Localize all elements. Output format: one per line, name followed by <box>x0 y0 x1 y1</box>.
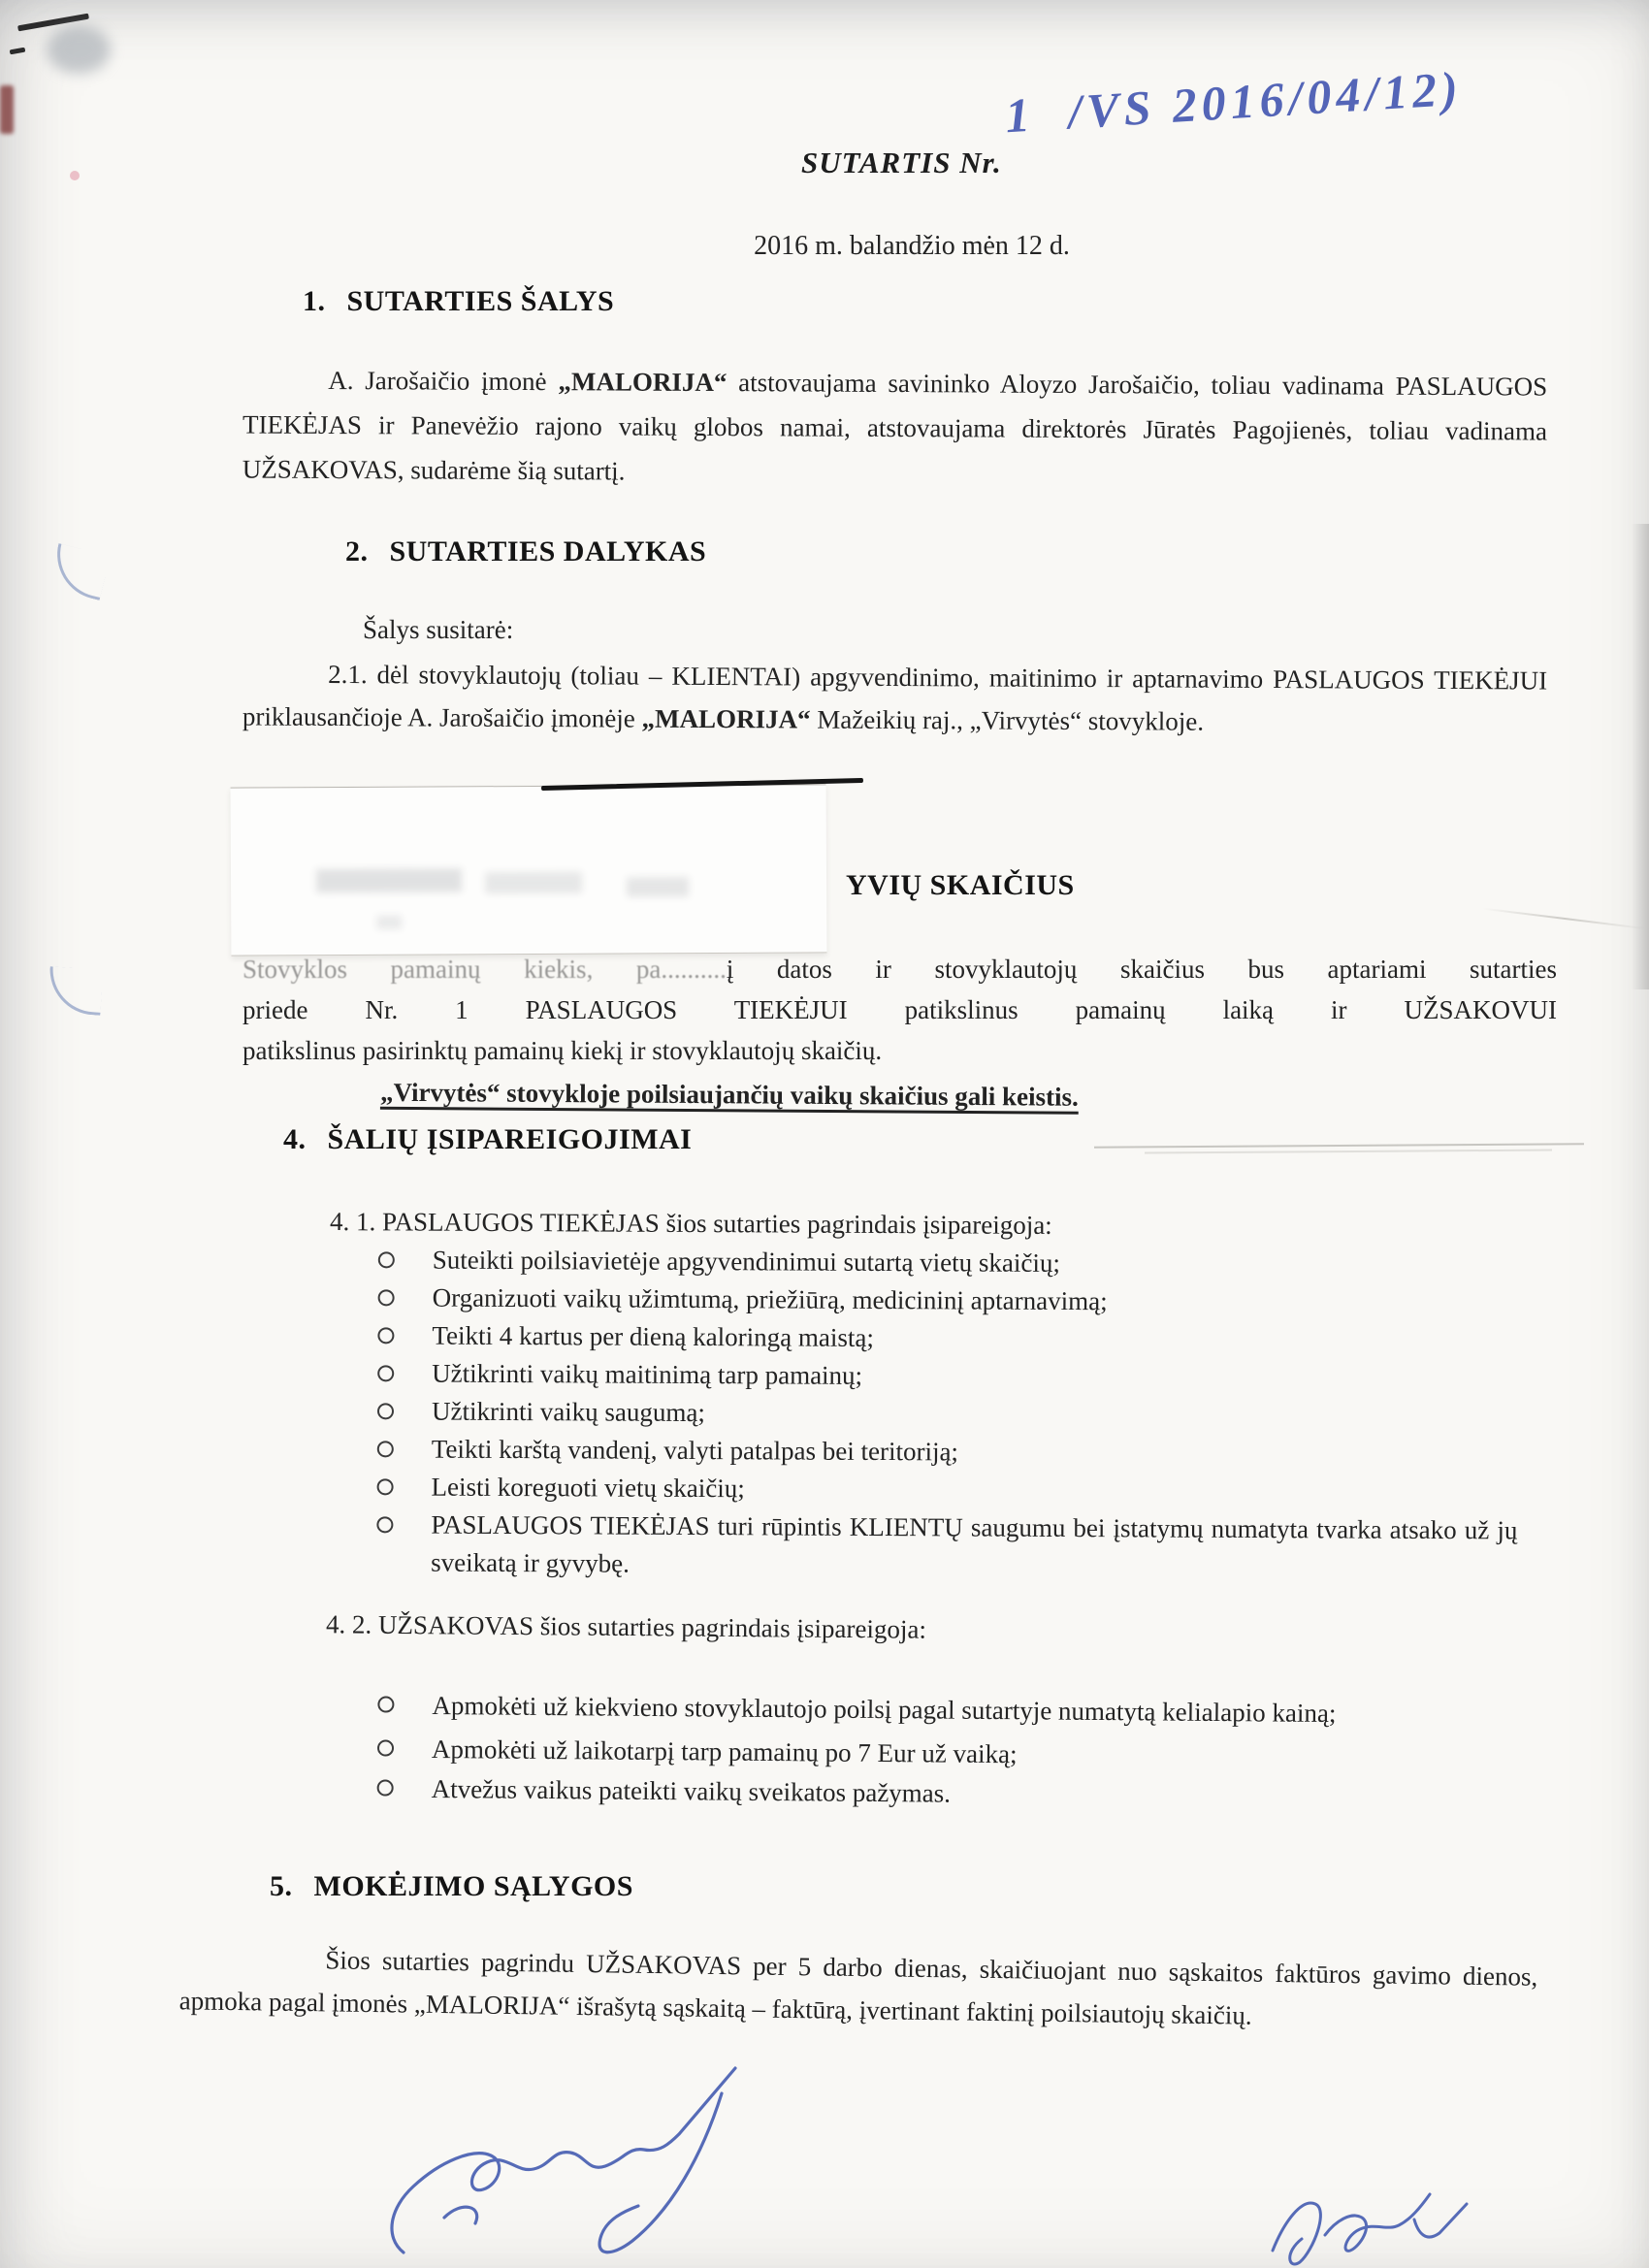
bullet-icon <box>377 1365 394 1381</box>
scan-artifact-dot <box>10 48 26 55</box>
ghost-text-smudge <box>376 916 402 929</box>
clause-4-2-intro: 4. 2. UŽSAKOVAS šios sutarties pagrindais įsipareigoja: <box>325 1609 927 1644</box>
list-item-text: Teikti karštą vandenį, valyti patalpas bei teritoriją; <box>431 1434 959 1467</box>
clause-2-1-paragraph <box>242 652 1547 744</box>
list-item <box>242 1684 1518 1734</box>
paragraph-text: A. Jarošaičio įmonė <box>328 365 559 397</box>
scan-artifact-wrinkle-2 <box>1145 1150 1552 1154</box>
section-2-heading <box>345 535 706 568</box>
list-item-text: Apmokėti už laikotarpį tarp pamainų po 7 Eur už vaiką; <box>431 1733 1018 1769</box>
list-item-text: Užtikrinti vaikų maitinimą tarp pamainų; <box>432 1358 863 1390</box>
handwritten-contract-number: 1 /VS 2016/04/12) <box>1003 60 1465 144</box>
bullet-icon <box>377 1739 394 1756</box>
bullet-icon <box>377 1327 394 1344</box>
list-item-text: Organizuoti vaikų užimtumą, priežiūrą, medicininį aptarnavimą; <box>432 1282 1108 1316</box>
scan-artifact-pink-dot <box>70 171 80 180</box>
section-5-heading <box>270 1870 633 1903</box>
list-item-text: Leisti koreguoti vietų skaičių; <box>431 1472 745 1504</box>
signature-client <box>1257 2169 1500 2268</box>
bullet-icon <box>377 1478 394 1495</box>
ghost-text-smudge <box>627 877 689 896</box>
bullet-icon <box>377 1441 394 1457</box>
section-1-number: 1. <box>303 285 326 317</box>
section-3-body <box>242 949 1557 1116</box>
scan-artifact-pen-curve-2 <box>47 966 103 1016</box>
provider-obligations-list <box>242 1241 1519 1588</box>
faded-text: Stovyklos pamainų kiekis, pa <box>242 955 662 984</box>
section-1-heading <box>303 285 614 318</box>
scan-artifact-pen-curve-1 <box>48 543 111 600</box>
list-item-text: Atvežus vaikus pateikti vaikų sveikatos pažymas. <box>431 1773 952 1808</box>
ghost-text-smudge <box>485 872 582 894</box>
list-item-text: Suteikti poilsiavietėje apgyvendinimui sutartą vietų skaičių; <box>432 1245 1061 1278</box>
list-item <box>242 1392 1518 1437</box>
scan-artifact-smudge <box>47 25 111 74</box>
list-item <box>242 1506 1517 1588</box>
bullet-icon <box>378 1251 395 1268</box>
list-item-text: Teikti 4 kartus per dieną kaloringą maistą; <box>432 1320 874 1352</box>
section-5-number: 5. <box>270 1870 293 1902</box>
scan-artifact-wrinkle <box>1094 1143 1584 1149</box>
section-4-heading <box>283 1123 692 1156</box>
list-item <box>242 1316 1518 1361</box>
section-3-heading-fragment: YVIŲ SKAIČIUS <box>846 869 1075 901</box>
scan-artifact-edge-band <box>1632 524 1649 989</box>
section-3-line-1 <box>242 949 1557 989</box>
paragraph-text: atstovaujama savininko Aloyzo Jarošaičio, toliau vadinama PASLAUGOS TIEKĖJAS ir Panevėžio rajono vaikų globos namai, atstovaujama direktorės Jūratės Pagojienės, toliau vadinama UŽSAKOVAS, sudarėme šią sutartį. <box>242 368 1548 486</box>
section-3-line-2: priede Nr. 1 PASLAUGOS TIEKĖJUI patikslinus pamainų laiką ir UŽSAKOVUI <box>242 995 1557 1024</box>
section-2-intro: Šalys susitarė: <box>363 615 514 644</box>
list-item <box>242 1430 1518 1474</box>
line-text: į datos ir stovyklautojų skaičius bus aptariami sutarties <box>726 955 1557 984</box>
ghost-text-smudge <box>316 868 462 892</box>
list-item <box>243 1279 1519 1323</box>
section-4-number: 4. <box>283 1123 307 1155</box>
list-item-text: PASLAUGOS TIEKĖJAS turi rūpintis KLIENTŲ saugumu bei įstatymų numatyta tvarka atsako už jų sveikatą ir gyvybę. <box>431 1509 1518 1578</box>
list-item <box>242 1354 1518 1399</box>
signature-provider <box>380 2062 807 2268</box>
paragraph-text: Mažeikių raj., „Virvytės“ stovykloje. <box>810 704 1205 736</box>
signature-provider-ink <box>380 2062 807 2268</box>
section-1-paragraph <box>242 357 1548 498</box>
bullet-icon <box>376 1516 393 1533</box>
list-item <box>242 1468 1517 1512</box>
section-3-line-3: patikslinus pasirinktų pamainų kiekį ir stovyklautojų skaičių. <box>242 1036 883 1065</box>
section-3-emphasis-line: „Virvytės“ stovykloje poilsiaujančių vaikų skaičius gali keistis. <box>379 1077 1079 1112</box>
bullet-icon <box>377 1779 394 1796</box>
section-4-title: ŠALIŲ ĮSIPAREIGOJIMAI <box>327 1123 693 1155</box>
signature-client-ink <box>1257 2169 1500 2268</box>
faded-dots: .......... <box>661 955 727 984</box>
section-2-number: 2. <box>345 535 369 567</box>
company-name-bold: „MALORIJA“ <box>641 703 811 734</box>
scan-artifact-red-mark <box>0 85 14 134</box>
section-3-covered-area <box>242 786 1562 1116</box>
clause-4-1-intro: 4. 1. PASLAUGOS TIEKĖJAS šios sutarties pagrindais įsipareigoja: <box>329 1207 1052 1240</box>
contract-title-label: SUTARTIS Nr. <box>801 146 1002 179</box>
section-2-title: SUTARTIES DALYKAS <box>389 535 707 567</box>
list-item-text: Apmokėti už kiekvieno stovyklautojo poilsį pagal sutartyje numatytą kelialapio kainą; <box>432 1690 1337 1729</box>
list-item-text: Užtikrinti vaikų saugumą; <box>431 1396 706 1428</box>
section-5-title: MOKĖJIMO SĄLYGOS <box>313 1870 633 1902</box>
client-obligations-list <box>242 1684 1518 1818</box>
list-item <box>243 1241 1519 1285</box>
paper-overlay-patch <box>231 784 827 956</box>
bullet-icon <box>378 1289 395 1306</box>
bullet-icon <box>377 1696 394 1712</box>
paragraph-text: 2.1. dėl stovyklautojų (toliau – KLIENTAI) apgyvendinimo, maitinimo ir aptarnavimo PASLAUGOS TIEKĖJUI priklausančioje A. Jarošaičio įmonėje <box>242 659 1548 733</box>
company-name-bold: „MALORIJA“ <box>558 367 728 398</box>
section-1-title: SUTARTIES ŠALYS <box>346 285 615 317</box>
bullet-icon <box>377 1403 394 1419</box>
section-5-paragraph: Šios sutarties pagrindu UŽSAKOVAS per 5 darbo dienas, skaičiuojant nuo sąskaitos faktūros gavimo dienos, apmoka pagal įmonės „MALORIJA“ išrašytą sąskaitą – faktūrą, įvertinant faktinį poilsiautojų skaičių. <box>178 1945 1538 2030</box>
contract-date: 2016 m. balandžio mėn 12 d. <box>754 231 1070 261</box>
